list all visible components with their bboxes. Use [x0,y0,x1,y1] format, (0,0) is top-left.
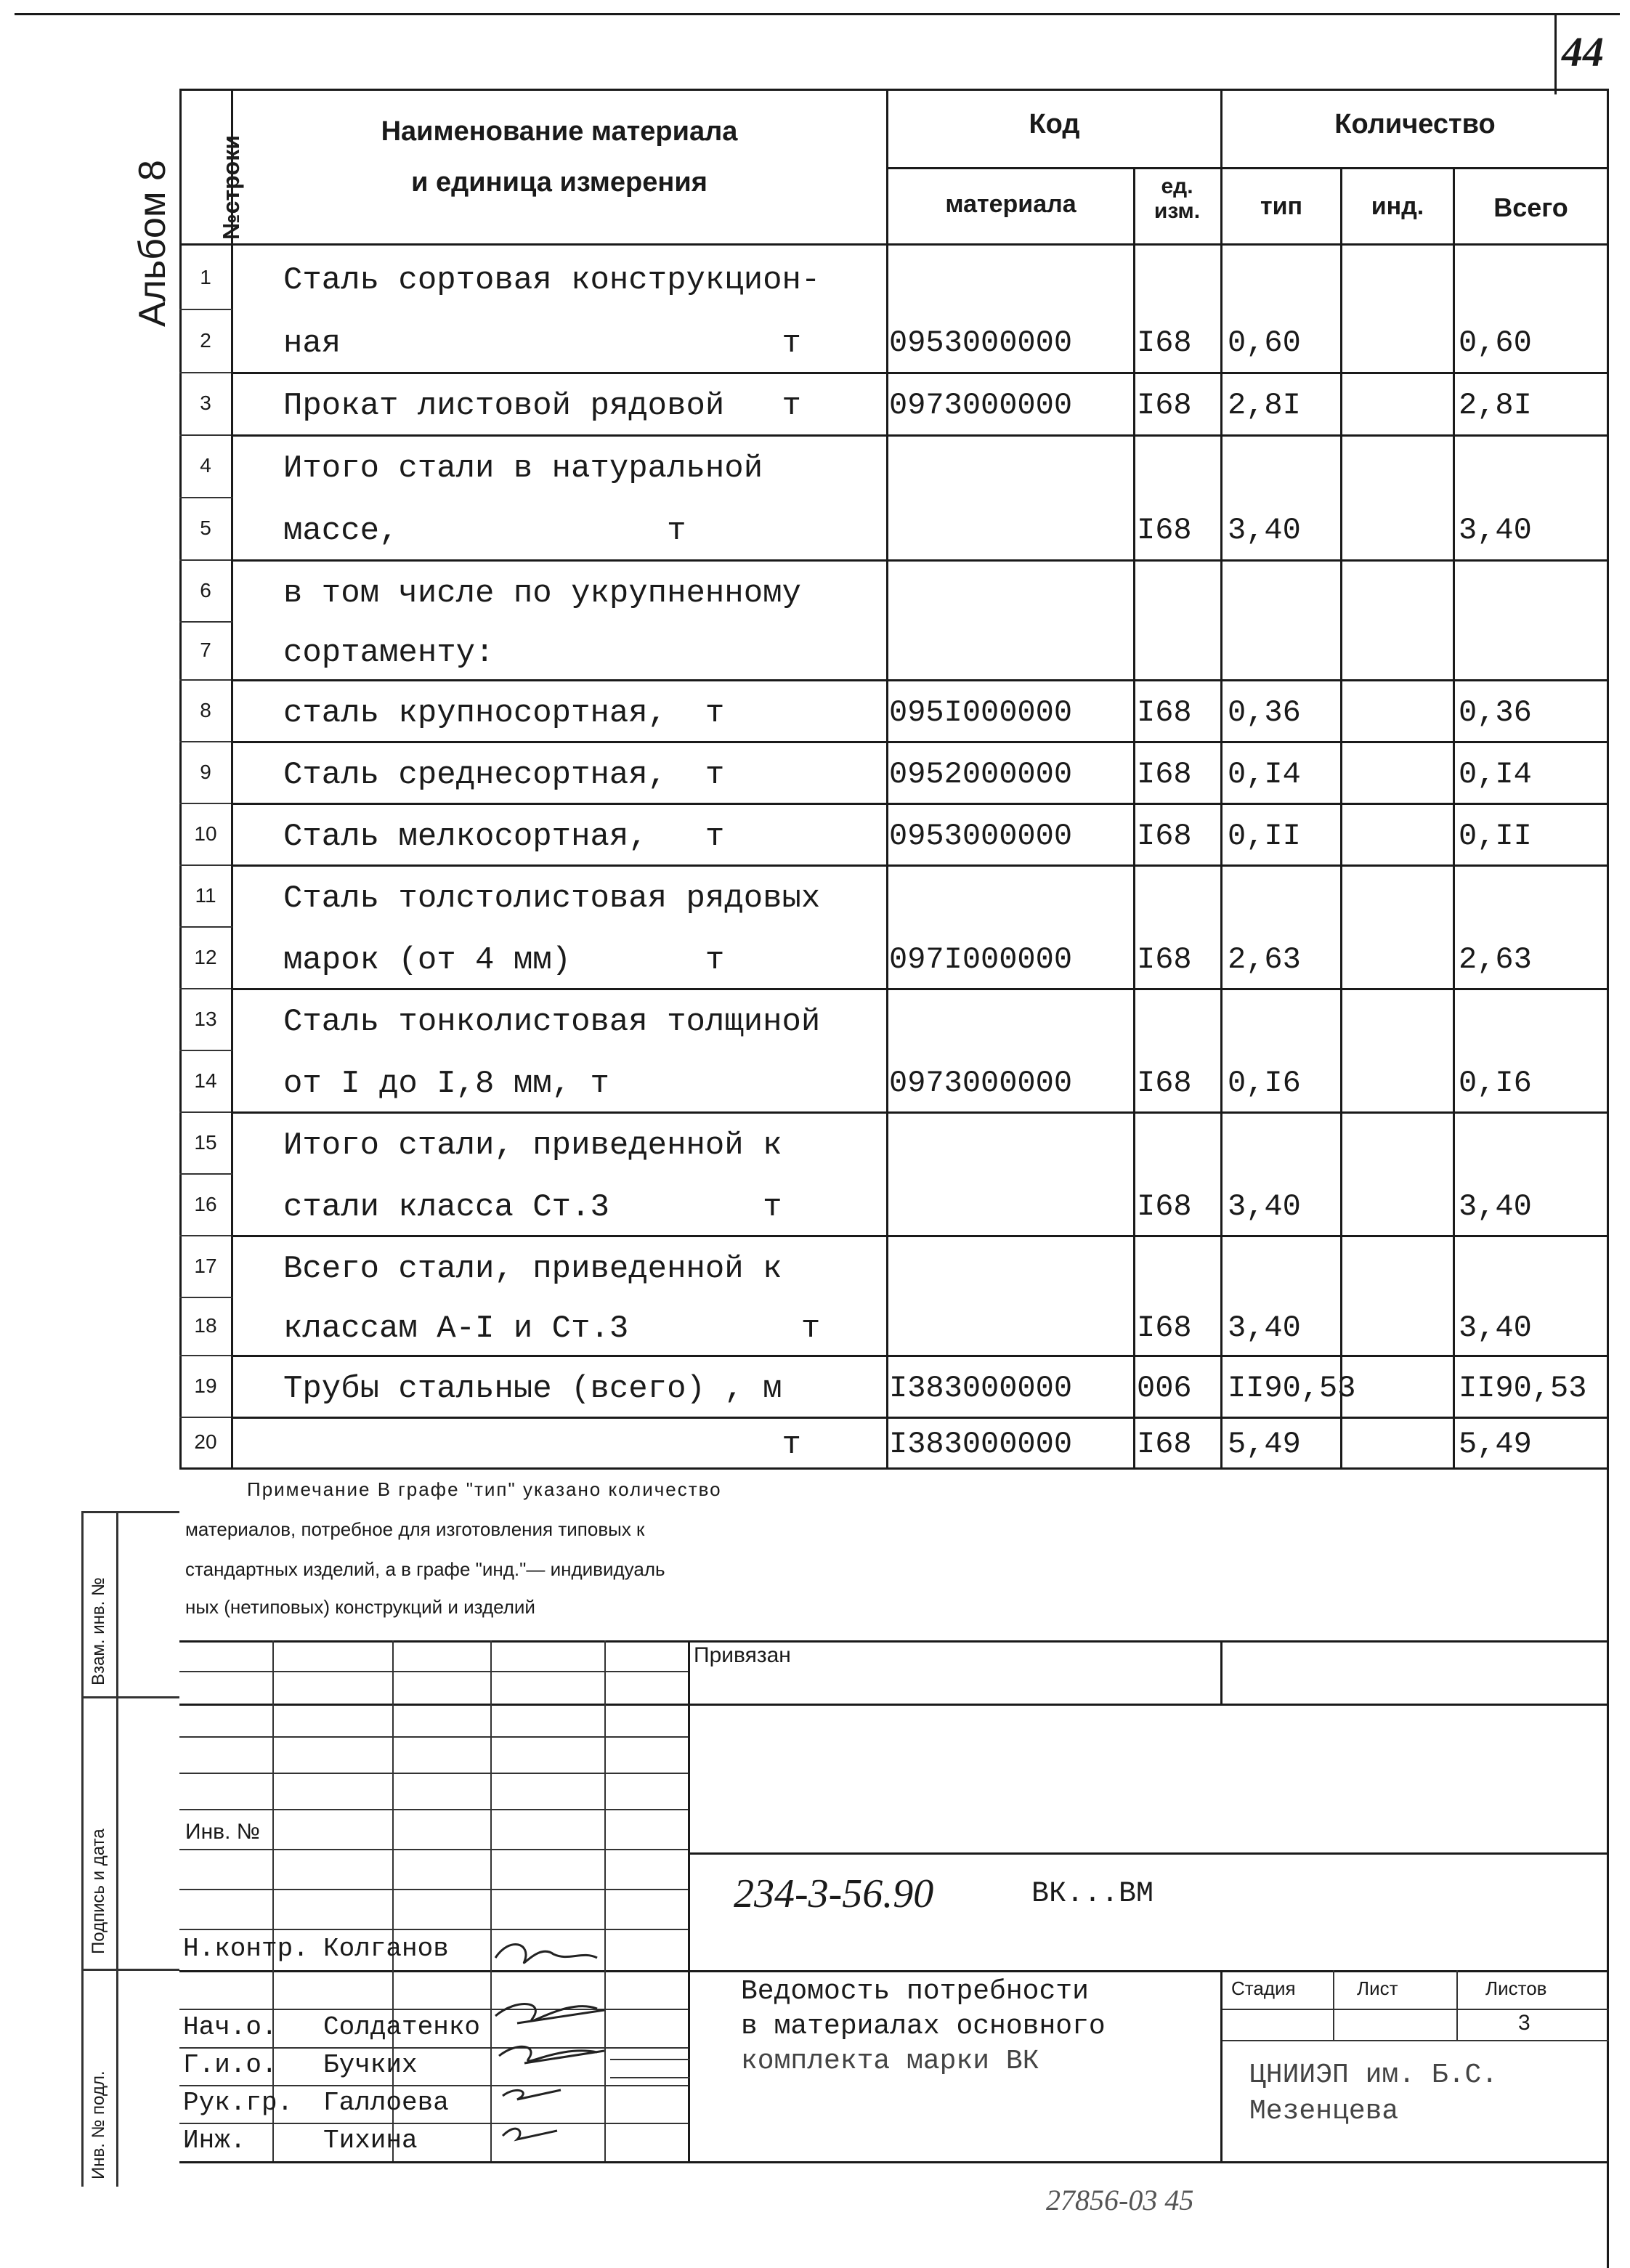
row-value-line [886,988,1609,990]
row-type: 3,40 [1228,1188,1301,1224]
row-code: 0953000000 [889,325,1073,360]
row-text: Сталь тонколистовая толщиной [283,1003,821,1040]
row-number-line [179,559,232,561]
row-number-line [179,1235,232,1236]
row-text: Трубы стальные (всего) , м [283,1370,782,1407]
staff-name: Солдатенко [323,2012,481,2042]
row-number: 5 [200,517,211,539]
row-type: 3,40 [1228,513,1301,548]
row-text: сталь крупносортная, т [283,694,725,732]
stage-label: Стадия [1231,1977,1296,1999]
document-code: 234-3-56.90 [734,1871,934,1916]
row-number: 13 [194,1007,217,1030]
title-line1: Ведомость потребности [741,1976,1089,2007]
row-unit: I68 [1137,818,1192,854]
row-value-line [886,1235,1609,1237]
table-left-border [179,89,182,1469]
row-code: 0952000000 [889,756,1073,792]
table-right-border [1607,89,1609,2268]
tb-line-title-top [688,1852,1609,1855]
header-type: тип [1260,193,1303,220]
tb-line-1 [179,1640,1609,1643]
row-number: 8 [200,698,211,721]
row-total: 0,II [1459,818,1532,854]
tb-line-14 [179,2123,688,2124]
row-text: Итого стали в натуральной [283,450,763,487]
row-type: 3,40 [1228,1311,1301,1345]
row-type: 2,63 [1228,941,1301,977]
row-unit: I68 [1137,513,1192,548]
margin-strip-left [81,1511,84,2187]
row-code: 097I000000 [889,941,1073,977]
document-mark: ВК...ВМ [1031,1878,1154,1911]
row-number-line [179,1173,232,1175]
row-value-line [886,559,1609,562]
row-number-line [179,1050,232,1051]
tb-line-9 [179,1929,688,1930]
row-text: т [283,1427,801,1463]
header-mid-line [886,167,1609,169]
signature-dashes [607,2049,694,2092]
row-name-line [231,1355,888,1357]
tb-line-6 [179,1809,688,1810]
staff-name: Бучких [323,2050,418,2080]
row-type: 2,8I [1228,388,1301,423]
row-number-line [179,1111,232,1113]
header-bottom-line [179,243,1609,246]
title-line2: в материалах основного [741,2011,1106,2042]
row-unit: 006 [1137,1370,1192,1406]
row-number-line [179,497,232,498]
header-total: Всего [1493,193,1568,222]
row-number: 12 [194,945,217,968]
row-name-line [231,559,888,562]
type-col-border [1340,167,1342,1469]
title-line3: комплекта марки ВК [741,2046,1039,2077]
margin-strip-div2 [81,1969,179,1971]
row-total: 3,40 [1459,1311,1532,1345]
row-value-line [886,372,1609,374]
row-total: 0,60 [1459,325,1532,360]
header-unit: ед. изм. [1153,174,1201,223]
header-top-line [179,89,1609,91]
header-name-line1: Наименование материала [381,116,738,147]
tb-line-5 [179,1773,688,1774]
staff-role: Н.контр. [183,1934,309,1964]
row-name-line [231,372,888,374]
row-code: 095I000000 [889,694,1073,730]
row-name-line [231,1235,888,1237]
row-total: 2,63 [1459,941,1532,977]
row-unit: I68 [1137,1065,1192,1101]
unit-col-border [1220,89,1222,1469]
tb-line-10 [179,1970,1609,1972]
sheet-number: 44 [1562,28,1604,76]
row-number-line [179,1417,232,1418]
row-text: ная т [283,325,801,362]
row-name-line [231,803,888,805]
row-unit: I68 [1137,694,1192,730]
sheet-label: Лист [1357,1977,1398,1999]
header-material: материала [945,190,1076,218]
tb-col-sheets [1456,1970,1458,2040]
name-col-border [886,89,888,1469]
staff-role: Г.и.о. [183,2050,277,2080]
row-total: 2,8I [1459,388,1532,423]
header-code: Код [1029,109,1080,139]
row-value-line [886,803,1609,805]
margin-strip-div1 [81,1696,179,1698]
org-line1: ЦНИИЭП им. Б.С. [1249,2060,1499,2091]
row-unit: I68 [1137,325,1192,360]
row-text: Сталь толстолистовая рядовых [283,880,821,917]
table-bottom-line [179,1467,1609,1470]
row-unit: I68 [1137,1311,1192,1345]
side-label-signature: Подпись и дата [89,1828,108,1954]
row-total: 0,36 [1459,694,1532,730]
row-number-line [179,372,232,373]
org-line2: Мезенцева [1249,2096,1399,2127]
row-number-line [179,309,232,310]
row-code: I383000000 [889,1370,1073,1406]
attached-label: Привязан [694,1643,791,1667]
tb-line-3 [179,1704,1609,1706]
row-name-line [231,864,888,867]
top-border [15,13,1620,15]
row-number: 6 [200,578,211,602]
row-text: Всего стали, приведенной к [283,1250,782,1287]
row-text: Прокат листовой рядовой т [283,388,801,424]
row-number-line [179,1355,232,1356]
album-label: Альбом 8 [131,160,174,327]
row-number: 16 [194,1192,217,1215]
row-type: II90,53 [1228,1370,1356,1406]
row-value-line [886,741,1609,743]
row-text: массе, т [283,513,686,549]
row-total: 3,40 [1459,1188,1532,1224]
note-line4: ных (нетиповых) конструкций и изделий [185,1596,535,1618]
row-value-line [886,1417,1609,1419]
row-code: 0973000000 [889,1065,1073,1101]
row-total: II90,53 [1459,1370,1587,1406]
row-text: сортаменту: [283,635,495,671]
tb-col-2 [392,1640,394,2161]
ind-col-border [1453,167,1455,1469]
staff-name: Галлоева [323,2088,449,2118]
row-value-line [886,1355,1609,1357]
row-name-line [231,1417,888,1419]
row-text: в том числе по укрупненному [283,575,801,612]
row-number: 15 [194,1130,217,1154]
inv-no-label: Инв. № [185,1820,260,1844]
row-code: 0953000000 [889,818,1073,854]
row-total: 3,40 [1459,513,1532,548]
sheet-number-divider [1554,13,1557,94]
tb-stage-line1 [1220,2009,1609,2010]
row-total: 0,I4 [1459,756,1532,792]
side-label-replace: Взам. инв. № [89,1577,108,1685]
row-number-line [179,621,232,623]
tb-line-4 [179,1736,688,1738]
header-quantity: Количество [1334,109,1496,139]
row-number-line [179,803,232,804]
sheets-value: 3 [1518,2011,1530,2035]
row-value-line [886,864,1609,867]
row-number-line [179,1297,232,1298]
row-number: 3 [200,392,211,414]
row-text: Итого стали, приведенной к [283,1127,782,1164]
row-number: 17 [194,1254,217,1277]
row-number: 20 [194,1430,217,1453]
row-number: 11 [195,883,216,907]
row-unit: I68 [1137,1427,1192,1462]
code-col-border [1133,167,1135,1469]
row-type: 0,II [1228,818,1301,854]
rowno-col-border [231,89,233,1469]
tb-line-8 [179,1889,688,1890]
staff-name: Колганов [323,1934,449,1964]
tb-col-sheet [1333,1970,1334,2040]
tb-line-2 [179,1671,688,1672]
note-line1: Примечание В графе "тип" указано количество [247,1478,722,1500]
row-number: 9 [200,760,211,783]
row-type: 0,60 [1228,325,1301,360]
row-number-line [179,864,232,866]
row-type: 5,49 [1228,1427,1301,1462]
row-text: марок (от 4 мм) т [283,941,725,979]
row-number: 2 [200,328,211,352]
row-number-line [179,434,232,436]
row-text: классам А-I и Ст.3 т [283,1311,821,1347]
row-total: 0,I6 [1459,1065,1532,1101]
margin-strip-top [81,1511,179,1513]
row-number: 4 [200,454,211,477]
staff-name: Тихина [323,2126,418,2155]
row-number: 18 [194,1314,217,1337]
staff-role: Нач.о. [183,2012,277,2042]
row-value-line [886,434,1609,437]
footer-stamp: 27856-03 45 [1046,2184,1194,2216]
row-number: 7 [200,639,211,661]
staff-role: Рук.гр. [183,2088,293,2118]
row-text: стали класса Ст.3 т [283,1188,782,1226]
row-name-line [231,741,888,743]
row-type: 0,36 [1228,694,1301,730]
row-text: Сталь среднесортная, т [283,756,725,793]
side-label-original: Инв. № подл. [89,2070,108,2179]
row-number-line [179,741,232,742]
tb-stage-line2 [1220,2040,1609,2041]
row-name-line [231,988,888,990]
row-number: 19 [194,1374,217,1397]
header-ind: инд. [1371,193,1424,220]
tb-bottom [179,2161,1609,2163]
row-number-line [179,679,232,681]
row-value-line [886,1111,1609,1114]
header-name-line2: и единица измерения [411,167,707,198]
row-value-line [886,679,1609,681]
row-name-line [231,434,888,437]
row-unit: I68 [1137,756,1192,792]
staff-role: Инж. [183,2126,246,2155]
row-number: 14 [194,1069,217,1092]
sheets-label: Листов [1485,1977,1547,1999]
row-total: 5,49 [1459,1427,1532,1462]
row-text: Сталь сортовая конструкцион- [283,262,821,299]
row-name-line [231,679,888,681]
row-number: 1 [200,265,211,288]
row-number-line [179,988,232,989]
row-text: Сталь мелкосортная, т [283,818,725,855]
row-name-line [231,1111,888,1114]
note-line2: материалов, потребное для изготовления типовых к [185,1518,645,1540]
row-unit: I68 [1137,1188,1192,1224]
row-unit: I68 [1137,388,1192,423]
row-code: 0973000000 [889,388,1073,423]
header-row-number: №строки [218,135,244,240]
tb-col-stage [1220,1970,1222,2161]
signatures-drawing [488,1929,612,2161]
row-code: I383000000 [889,1427,1073,1462]
row-number-line [179,926,232,928]
tb-line-7 [179,1849,688,1850]
margin-strip-inner [116,1511,118,2187]
tb-col-attached [1220,1640,1222,1704]
row-text: от I до I,8 мм, т [283,1065,609,1102]
row-type: 0,I6 [1228,1065,1301,1101]
tb-line-11 [179,2009,688,2010]
row-type: 0,I4 [1228,756,1301,792]
row-number: 10 [194,822,217,845]
row-unit: I68 [1137,941,1192,977]
tb-col-1 [272,1640,274,2161]
note-line3: стандартных изделий, а в графе "инд."— индивидуаль [185,1558,665,1580]
